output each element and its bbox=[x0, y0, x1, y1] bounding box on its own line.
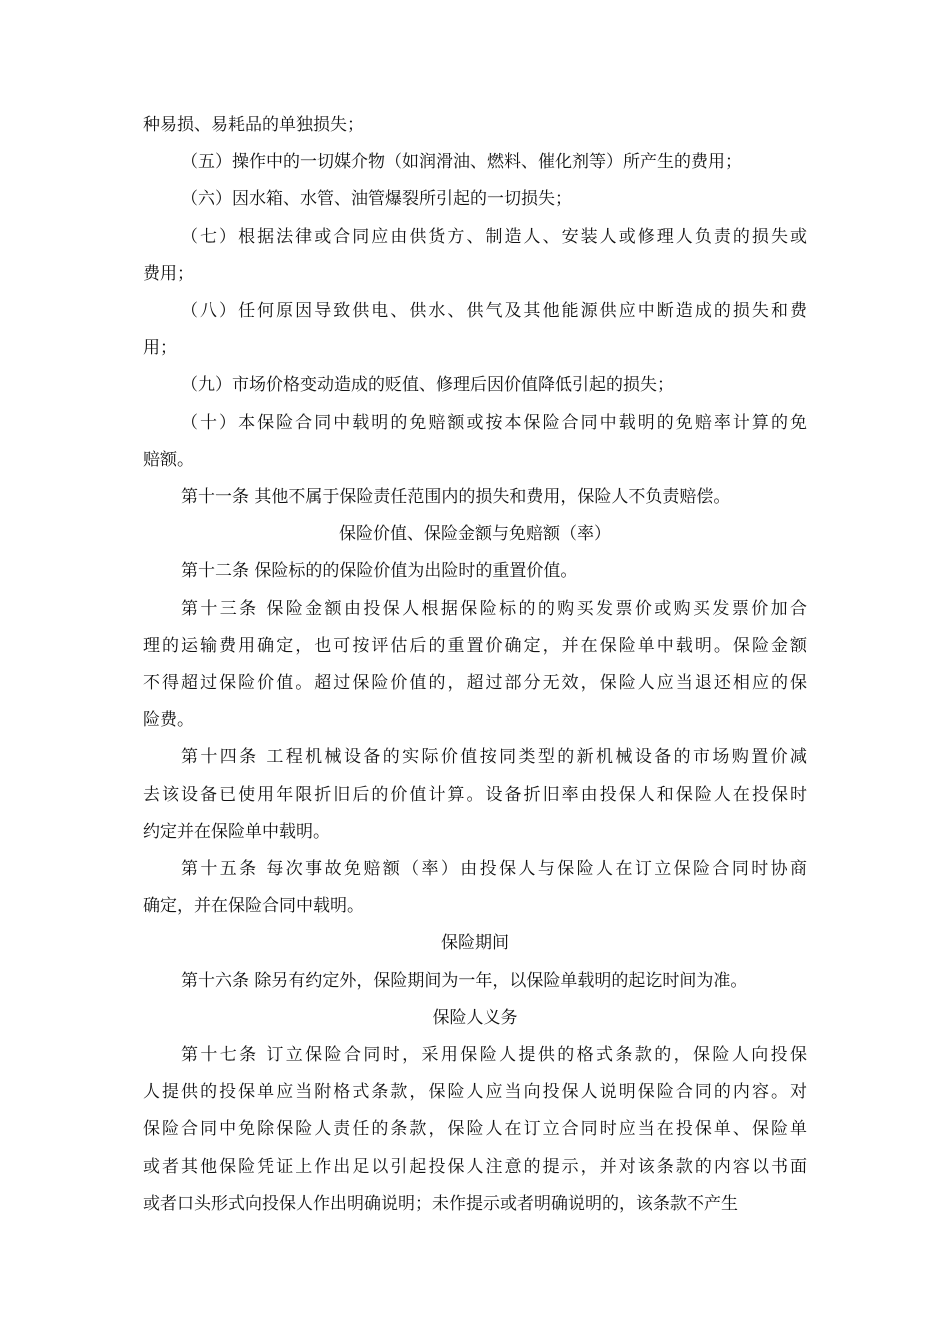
text-line: 赔额。 bbox=[143, 449, 194, 470]
text-line: 保险期间 bbox=[441, 933, 509, 954]
text-line: 费用； bbox=[143, 263, 194, 284]
text-line: 人提供的投保单应当附格式条款，保险人应当向投保人说明保险合同的内容。对 bbox=[143, 1082, 807, 1103]
section-heading bbox=[143, 516, 807, 553]
text-line: 不得超过保险价值。超过保险价值的，超过部分无效，保险人应当退还相应的保 bbox=[143, 673, 807, 694]
text-line: 用； bbox=[143, 338, 177, 359]
paragraph bbox=[143, 851, 807, 925]
text-line: 去该设备已使用年限折旧后的价值计算。设备折旧率由投保人和保险人在投保时 bbox=[143, 784, 807, 805]
text-line: （五）操作中的一切媒介物（如润滑油、燃料、催化剂等）所产生的费用； bbox=[181, 152, 742, 173]
text-line: 保险价值、保险金额与免赔额（率） bbox=[339, 524, 611, 545]
text-line: 种易损、易耗品的单独损失； bbox=[143, 115, 364, 135]
text-line: 第十七条 订立保险合同时，采用保险人提供的格式条款的，保险人向投保 bbox=[181, 1045, 807, 1066]
paragraph bbox=[143, 107, 807, 144]
paragraph bbox=[143, 1037, 807, 1223]
paragraph bbox=[143, 963, 807, 1000]
text-line: 保险人义务 bbox=[432, 1007, 518, 1028]
text-line: （六）因水箱、水管、油管爆裂所引起的一切损失； bbox=[181, 189, 572, 210]
paragraph bbox=[143, 479, 807, 516]
section-heading bbox=[143, 925, 807, 962]
text-line: 约定并在保险单中载明。 bbox=[143, 821, 330, 842]
paragraph bbox=[143, 181, 807, 218]
text-line: 或者其他保险凭证上作出足以引起投保人注意的提示，并对该条款的内容以书面 bbox=[143, 1156, 807, 1177]
text-line: 保险合同中免除保险人责任的条款，保险人在订立合同时应当在投保单、保险单 bbox=[143, 1119, 807, 1140]
document-page bbox=[143, 107, 807, 1223]
paragraph bbox=[143, 553, 807, 590]
text-line: 理的运输费用确定，也可按评估后的重置价确定，并在保险单中载明。保险金额 bbox=[143, 635, 807, 656]
paragraph bbox=[143, 405, 807, 479]
text-line: （八）任何原因导致供电、供水、供气及其他能源供应中断造成的损失和费 bbox=[181, 301, 807, 322]
paragraph bbox=[143, 219, 807, 293]
text-line: 第十三条 保险金额由投保人根据保险标的的购买发票价或购买发票价加合 bbox=[181, 598, 807, 619]
text-line: （九）市场价格变动造成的贬值、修理后因价值降低引起的损失； bbox=[181, 375, 674, 396]
text-line: 确定，并在保险合同中载明。 bbox=[143, 896, 364, 917]
paragraph bbox=[143, 367, 807, 404]
text-line: 第十一条 其他不属于保险责任范围内的损失和费用，保险人不负责赔偿。 bbox=[181, 487, 731, 508]
text-line: 第十四条 工程机械设备的实际价值按同类型的新机械设备的市场购置价减 bbox=[181, 747, 807, 768]
text-line: 第十二条 保险标的的保险价值为出险时的重置价值。 bbox=[181, 561, 578, 582]
paragraph bbox=[143, 591, 807, 740]
section-heading bbox=[143, 1000, 807, 1037]
text-line: 或者口头形式向投保人作出明确说明；未作提示或者明确说明的，该条款不产生 bbox=[143, 1193, 738, 1214]
text-line: 第十五条 每次事故免赔额（率）由投保人与保险人在订立保险合同时协商 bbox=[181, 859, 807, 880]
paragraph bbox=[143, 739, 807, 851]
paragraph bbox=[143, 293, 807, 367]
text-line: （十）本保险合同中载明的免赔额或按本保险合同中载明的免赔率计算的免 bbox=[181, 412, 807, 433]
text-line: 险费。 bbox=[143, 710, 194, 731]
text-line: 第十六条 除另有约定外，保险期间为一年，以保险单载明的起讫时间为准。 bbox=[181, 970, 748, 991]
text-line: （七）根据法律或合同应由供货方、制造人、安装人或修理人负责的损失或 bbox=[181, 226, 807, 247]
paragraph bbox=[143, 144, 807, 181]
